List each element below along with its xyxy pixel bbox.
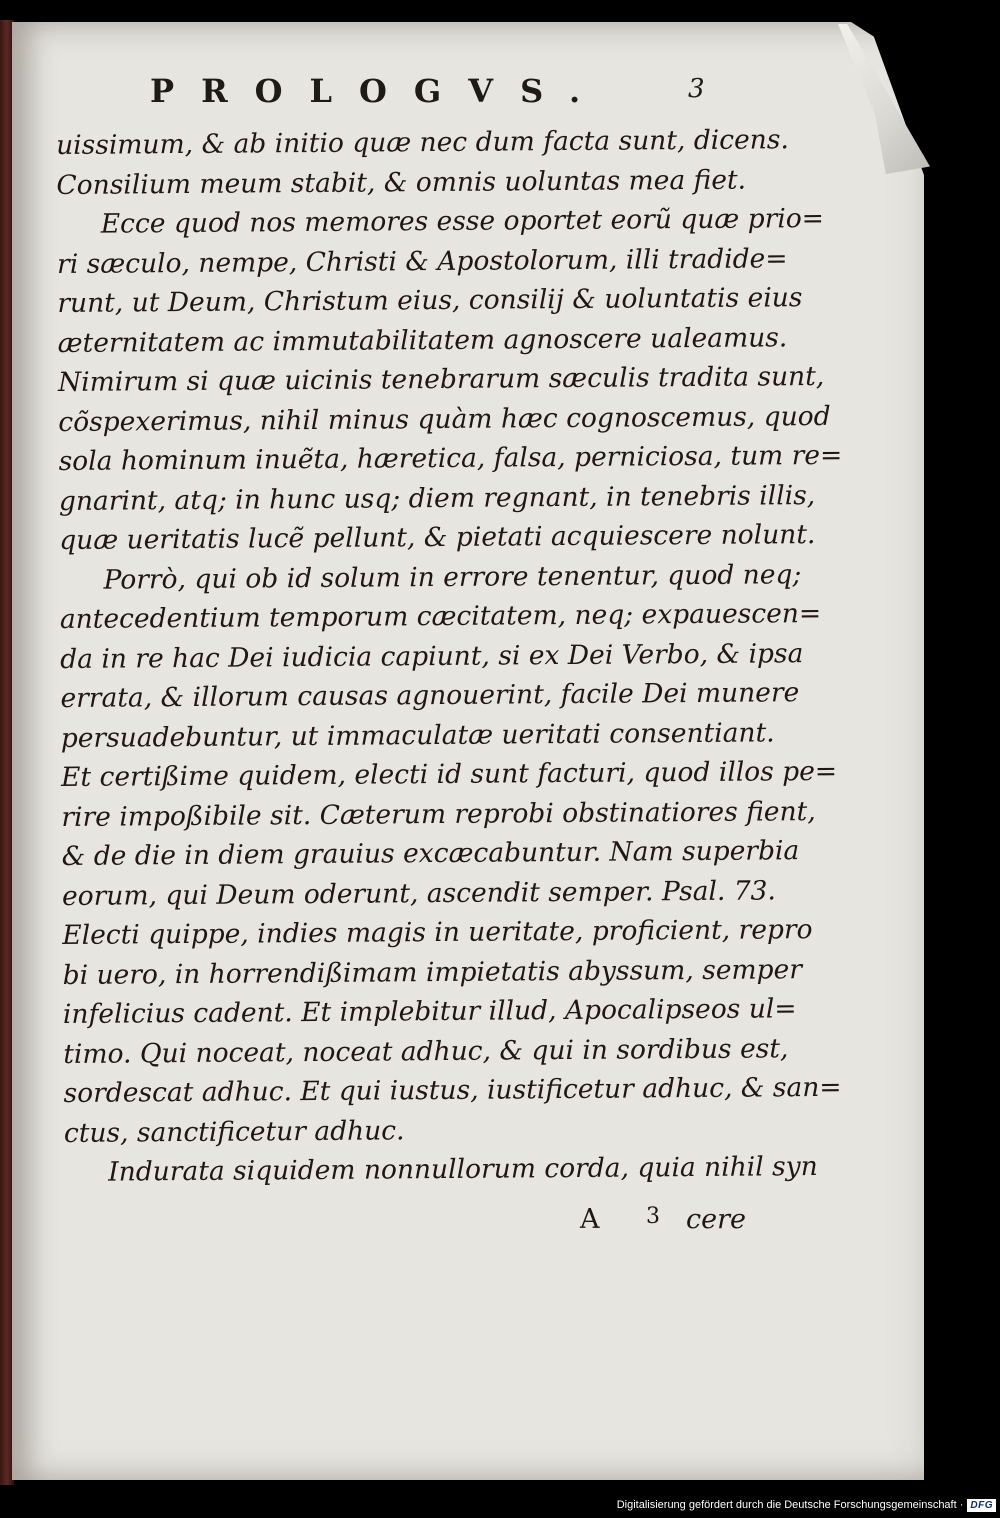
text-line: ctus, sanctificetur adhuc. (63, 1114, 405, 1149)
page-header (150, 72, 710, 112)
text-line: Et certißime quidem, electi id sunt facturi, quod illos pe= (60, 755, 838, 793)
text-line: gnarint, atq; in hunc usq; diem regnant, in tenebris illis, (58, 479, 816, 517)
text-line: eorum, qui Deum oderunt, ascendit semper. Psal. 73. (61, 874, 777, 912)
text-line: uissimum, & ab initio quæ nec dum facta sunt, dicens. (56, 124, 789, 161)
text-line: timo. Qui noceat, noceat adhuc, & qui in sordibus est, (63, 1032, 789, 1070)
catchword: cere (686, 1204, 746, 1235)
text-line: ri sæculo, nempe, Christi & Apostolorum, illi tradide= (56, 242, 788, 280)
text-line: cõspexerimus, nihil minus quàm hæc cognoscemus, quod (58, 400, 831, 438)
text-line: Ecce quod nos memores esse oportet eorũ quæ prio= (100, 202, 825, 240)
text-line: bi uero, in horrendißimam impietatis abyssum, semper (62, 953, 803, 991)
text-line: infelicius cadent. Et implebitur illud, Apocalipseos ul= (62, 993, 797, 1030)
page-number: 3 (688, 74, 705, 104)
text-line: sola hominum inuẽta, hæretica, falsa, perniciosa, tum re= (58, 439, 843, 477)
book-binding-edge (0, 20, 14, 1485)
text-line: Indurata siquidem nonnullorum corda, quia nihil syn (108, 1151, 818, 1188)
signature-number: 3 (646, 1204, 660, 1229)
text-line: runt, ut Deum, Christum eius, consilij & uoluntatis eius (57, 282, 803, 319)
text-line: rire impoßibile sit. Cæterum reprobi obstinatiores fient, (61, 795, 816, 833)
signature-mark: A (580, 1204, 600, 1235)
text-line: Nimirum si quæ uicinis tenebrarum sæculis tradita sunt, (57, 360, 825, 398)
digitization-credit (617, 1494, 996, 1516)
text-line: Consilium meum stabit, & omnis uoluntas mea fiet. (56, 164, 747, 201)
text-line: æternitatem ac immutabilitatem agnoscere ualeamus. (57, 321, 788, 359)
body-text (56, 121, 843, 1193)
running-title: PROLOGVS. (150, 72, 608, 110)
signature-line (580, 1204, 750, 1244)
text-line: & de die in diem grauius excæcabuntur. Nam superbia (61, 835, 800, 872)
text-line: quæ ueritatis lucẽ pellunt, & pietati acquiescere nolunt. (59, 519, 816, 556)
text-line: sordescat adhuc. Et qui iustus, iustificetur adhuc, & san= (63, 1071, 842, 1109)
text-line: antecedentium temporum cæcitatem, neq; expauescen= (59, 598, 822, 635)
text-line: Electi quippe, indies magis in ueritate, proficient, repro (62, 914, 813, 951)
text-line: errata, & illorum causas agnouerint, facile Dei munere (60, 677, 800, 714)
text-line: Porrò, qui ob id solum in errore tenentur, quod neq; (103, 558, 802, 596)
text-line: da in re hac Dei iudicia capiunt, si ex Dei Verbo, & ipsa (60, 637, 804, 675)
credit-text: Digitalisierung gefördert durch die Deutsche Forschungsgemeinschaft · (616, 1499, 964, 1511)
text-line: persuadebuntur, ut immaculatæ ueritati consentiant. (60, 716, 775, 754)
dfg-logo: DFG (967, 1499, 996, 1512)
